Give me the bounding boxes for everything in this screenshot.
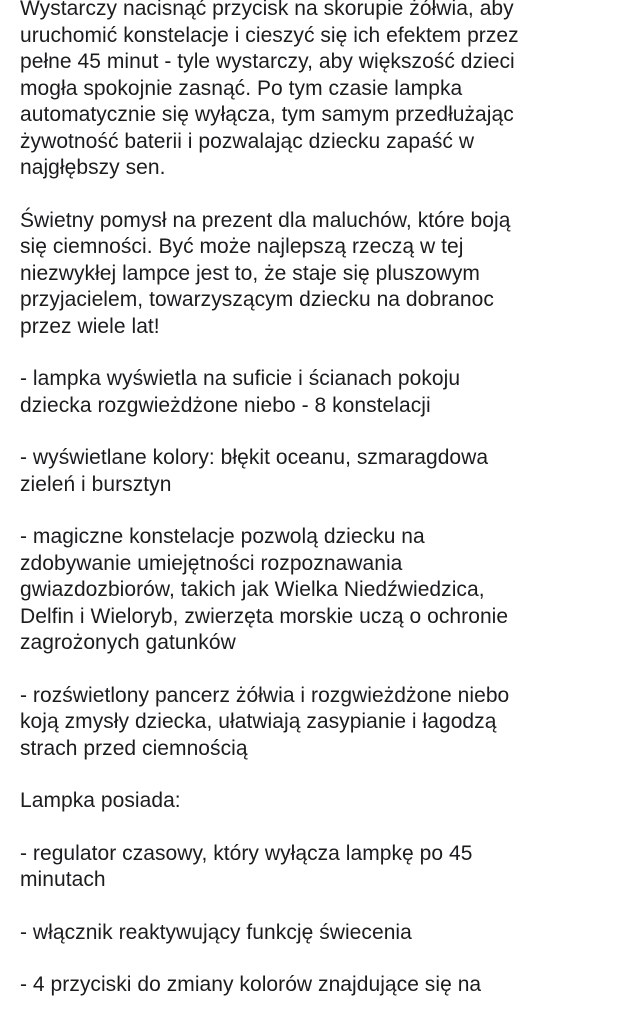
feature-soothing: - rozświetlony pancerz żółwia i rozgwieżdżone niebo koją zmysły dziecka, ułatwiają zasypianie i łagodzą strach przed ciemnością <box>20 683 510 760</box>
feature-projection: - lampka wyświetla na suficie i ścianach pokoju dziecka rozgwieżdżone niebo - 8 konstelacji <box>20 367 461 417</box>
description-text-block <box>20 0 614 1025</box>
feature-switch: - włącznik reaktywujący funkcję świecenia <box>20 920 412 944</box>
paragraph-gift-idea: Świetny pomysł na prezent dla maluchów, które boją się ciemności. Być może najlepszą rzeczą w tej niezwykłej lampce jest to, że staje się pluszowym przyjacielem, towarzyszącym dziecku na dobranoc przez wiele lat! <box>20 208 511 338</box>
paragraph-usage: Wystarczy nacisnąć przycisk na skorupie żółwia, aby uruchomić konstelacje i cieszyć się ich efektem przez pełne 45 minut - tyle wystarczy, aby większość dzieci mogła spokojnie zasnąć. Po tym czasie lampka automatycznie się wyłącza, tym samym przedłużając żywotność baterii i pozwalając dziecku zapaść w najgłębszy sen. <box>20 0 519 179</box>
feature-timer: - regulator czasowy, który wyłącza lampkę po 45 minutach <box>20 841 473 891</box>
section-heading-lamp-has: Lampka posiada: <box>20 789 181 812</box>
feature-colors: - wyświetlane kolory: błękit oceanu, szmaragdowa zieleń i bursztyn <box>20 446 489 496</box>
feature-constellations: - magiczne konstelacje pozwolą dziecku na zdobywanie umiejętności rozpoznawania gwiazdozbiorów, takich jak Wielka Niedźwiedzica, Delfin i Wieloryb, zwierzęta morskie uczą o ochronie zagrożonych gatunków <box>20 525 509 654</box>
feature-color-buttons: - 4 przyciski do zmiany kolorów znajdujące się na <box>20 973 482 996</box>
